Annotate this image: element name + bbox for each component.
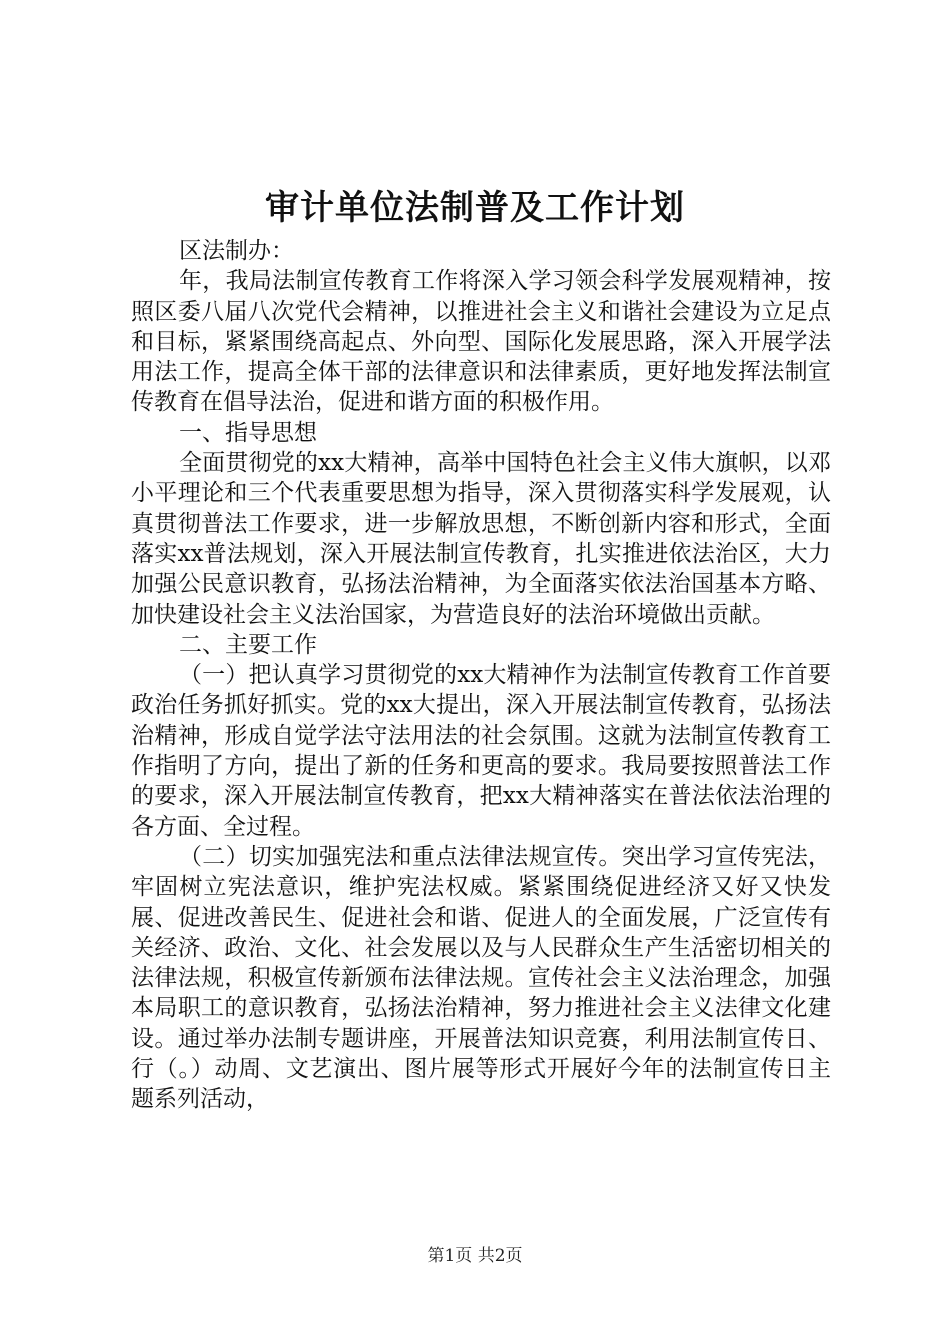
intro-paragraph: 年，我局法制宣传教育工作将深入学习领会科学发展观精神，按照区委八届八次党代会精神，以推进社会主义和谐社会建设为立足点和目标，紧紧围绕高起点、外向型、国际化发展思路，深入开展学法用法工作，提高全体干部的法律意识和法律素质，更好地发挥法制宣传教育在倡导法治，促进和谐方面的积极作用。 xyxy=(131,268,831,416)
guiding-thought-paragraph: 全面贯彻党的xx大精神，高举中国特色社会主义伟大旗帜，以邓小平理论和三个代表重要思想为指导，深入贯彻落实科学发展观，认真贯彻普法工作要求，进一步解放思想，不断创新内容和形式，全面落实xx普法规划，深入开展法制宣传教育，扎实推进依法治区，大力加强公民意识教育，弘扬法治精神，为全面落实依法治国基本方略、加快建设社会主义法治国家，为营造良好的法治环境做出贡献。 xyxy=(131,450,831,628)
page-number-footer: 第1页 共2页 xyxy=(427,1246,523,1266)
document-title: 审计单位法制普及工作计划 xyxy=(265,188,685,228)
addressee-line: 区法制办： xyxy=(179,238,294,264)
section-heading-guiding-thought: 一、指导思想 xyxy=(179,419,317,446)
main-work-item-2: （二）切实加强宪法和重点法律法规宣传。突出学习宣传宪法，牢固树立宪法意识，维护宪法权威。紧紧围绕促进经济又好又快发展、促进改善民生、促进社会和谐、促进人的全面发展，广泛宣传有关经济、政治、文化、社会发展以及与人民群众生产生活密切相关的法律法规，积极宣传新颁布法律法规。宣传社会主义法治理念，加强本局职工的意识教育，弘扬法治精神，努力推进社会主义法律文化建设。通过举办法制专题讲座，开展普法知识竞赛，利用法制宣传日、行（。）动周、文艺演出、图片展等形式开展好今年的法制宣传日主题系列活动， xyxy=(131,843,831,1113)
section-heading-main-work: 二、主要工作 xyxy=(179,631,317,658)
document-body xyxy=(131,236,831,1115)
main-work-item-1: （一）把认真学习贯彻党的xx大精神作为法制宣传教育工作首要政治任务抓好抓实。党的xx大提出，深入开展法制宣传教育，弘扬法治精神，形成自觉学法守法用法的社会氛围。这就为法制宣传教育工作指明了方向，提出了新的任务和更高的要求。我局要按照普法工作的要求，深入开展法制宣传教育，把xx大精神落实在普法依法治理的各方面、全过程。 xyxy=(131,662,831,840)
